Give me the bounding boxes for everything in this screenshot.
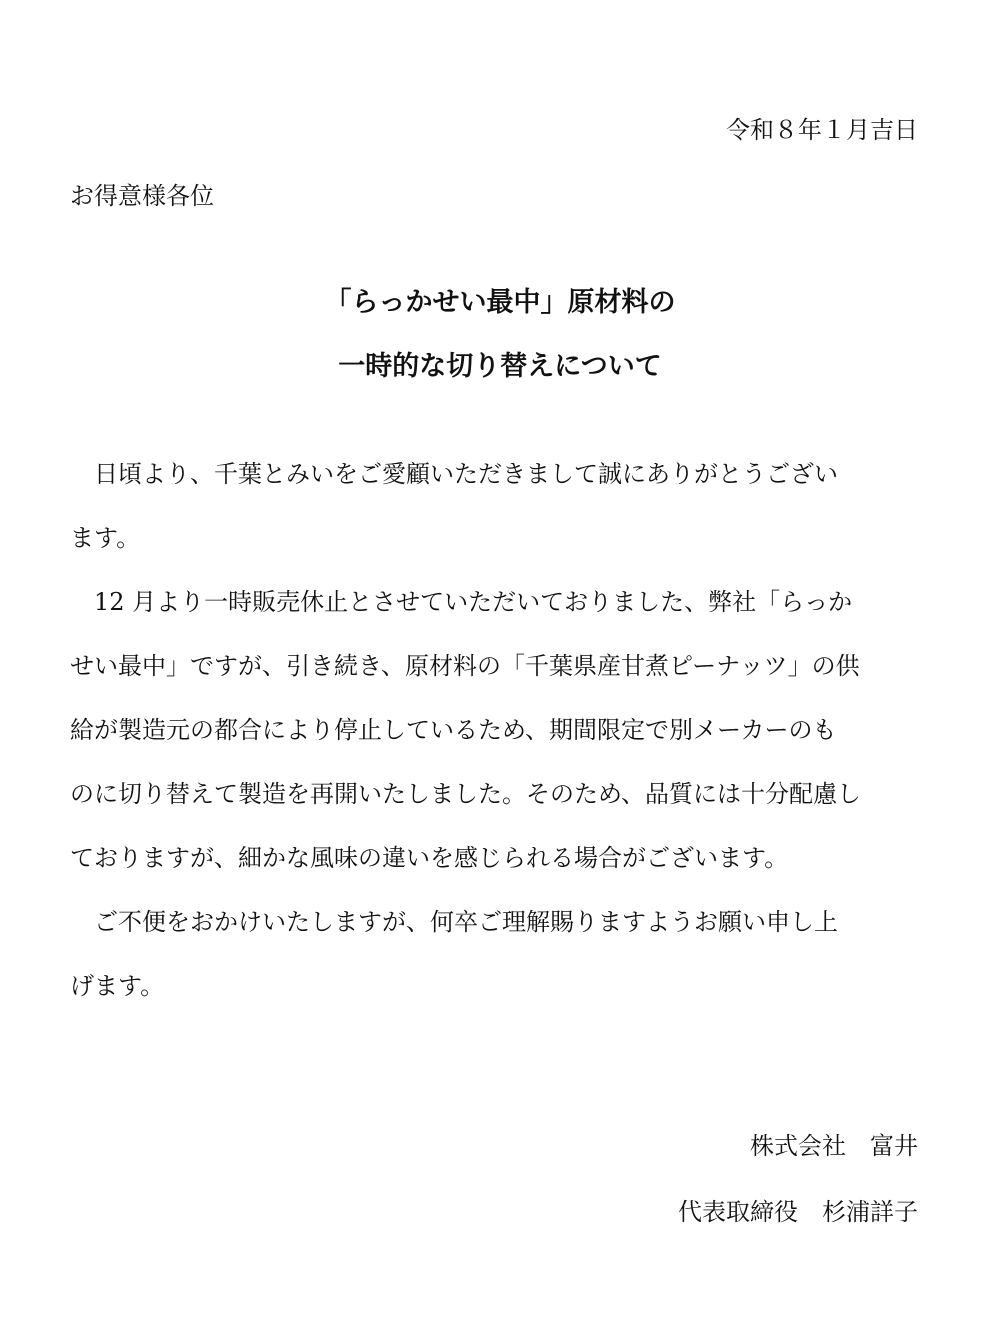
addressee: お得意様各位 <box>70 182 214 210</box>
body-line: げます。 <box>70 972 165 1000</box>
signature-company: 株式会社 富井 <box>750 1132 918 1160</box>
body-line: 日頃より、千葉とみいをご愛顧いただきまして誠にありがとうござい <box>70 460 838 488</box>
body-line: せい最中」ですが、引き続き、原材料の「千葉県産甘煮ピーナッツ」の供 <box>70 652 860 680</box>
body-line: 12 月より一時販売休止とさせていただいておりました、弊社「らっか <box>70 588 853 616</box>
title-line-2: 一時的な切り替えについて <box>338 351 662 382</box>
document-date: 令和８年１月吉日 <box>726 116 918 144</box>
body-line: のに切り替えて製造を再開いたしました。そのため、品質には十分配慮し <box>70 780 862 808</box>
signature-representative: 代表取締役 杉浦詳子 <box>678 1198 918 1226</box>
body-line: ます。 <box>70 524 141 552</box>
body-line: ておりますが、細かな風味の違いを感じられる場合がございます。 <box>70 844 789 872</box>
body-text <box>70 442 920 1018</box>
body-line: ご不便をおかけいたしますが、何卒ご理解賜りますようお願い申し上 <box>70 908 838 936</box>
title-line-1: 「らっかせい最中」原材料の <box>324 287 676 318</box>
body-line: 給が製造元の都合により停止しているため、期間限定で別メーカーのも <box>70 716 837 744</box>
